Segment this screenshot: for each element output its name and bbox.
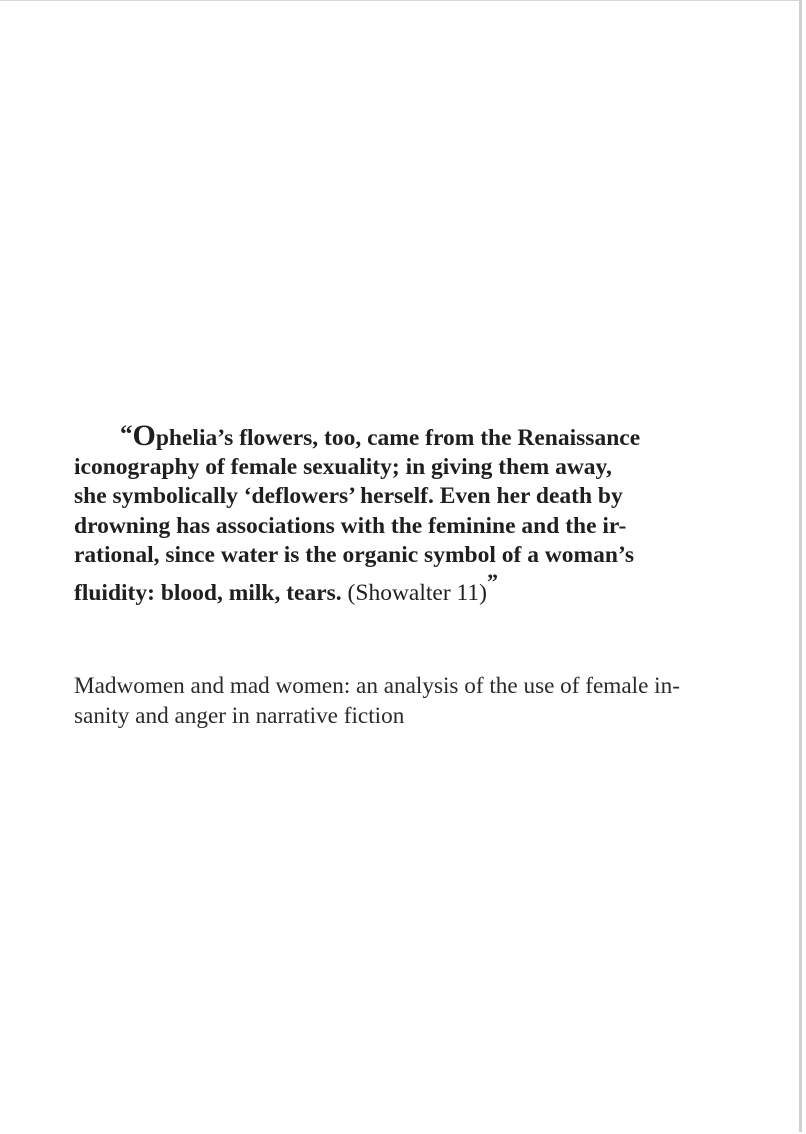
quote-line-3: she symbolically ‘deflowers’ herself. Even her death by xyxy=(74,483,623,510)
quote-line-6 xyxy=(74,569,724,608)
quote-line-5: rational, since water is the organic symbol of a woman’s xyxy=(74,541,635,568)
quote-line-6-text: fluidity: blood, milk, tears. xyxy=(74,580,348,607)
close-quote-mark: ” xyxy=(487,569,498,595)
open-quote-mark: “ xyxy=(120,421,133,448)
quote-line-2: iconography of female sexuality; in giving them away, xyxy=(74,454,612,481)
quote-line-1 xyxy=(74,421,724,453)
quote-citation: (Showalter 11) xyxy=(347,580,487,607)
subtitle-line-2: sanity and anger in narrative fiction xyxy=(74,703,405,729)
quote-line-1-text: phelia’s flowers, too, came from the Renaissance xyxy=(155,425,641,451)
book-subtitle xyxy=(74,671,734,731)
quote-line-4: drowning has associations with the feminine and the ir- xyxy=(74,512,627,539)
block-quote xyxy=(74,421,724,608)
quote-initial-letter: O xyxy=(132,419,156,452)
subtitle-line-1: Madwomen and mad women: an analysis of the use of female in- xyxy=(74,673,680,699)
